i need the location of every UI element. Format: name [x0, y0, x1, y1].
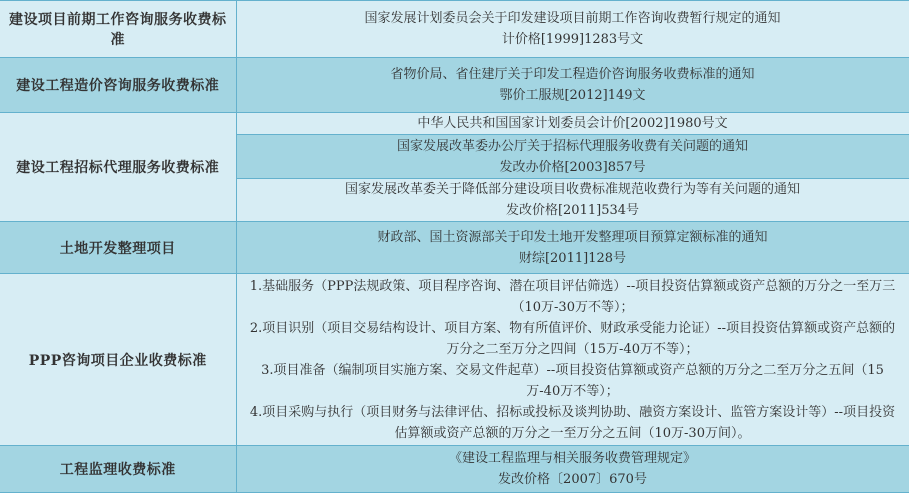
document-cell	[236, 222, 909, 274]
document-number: 财综[2011]128号	[518, 250, 627, 266]
ppp-item-4: 4.项目采购与执行（项目财务与法律评估、招标或投标及谈判协助、融资方案设计、监管方案设计等）--项目投资估算额或资产总额的万分之一至万分之五间（10万-30万间）。	[249, 404, 896, 441]
document-cell	[236, 274, 909, 446]
table-row	[0, 446, 909, 493]
document-cell	[236, 113, 909, 135]
document-number: 鄂价工服规[2012]149文	[499, 88, 646, 103]
document-number: 发改价格[2011]534号	[505, 203, 640, 218]
document-number: 发改价格〔2007〕670号	[498, 472, 647, 487]
document-cell	[236, 58, 909, 113]
document-title: 《建设工程监理与相关服务收费管理规定》	[448, 451, 696, 466]
document-title: 国家发展改革委关于降低部分建设项目收费标准规范收费行为等有关问题的通知	[344, 182, 800, 197]
ppp-item-3: 3.项目准备（编制项目实施方案、交易文件起草）--项目投资估算额或资产总额的万分之二至万分之五间（15万-40万不等）；	[261, 362, 884, 399]
category-cell-land-development: 土地开发整理项目	[0, 222, 236, 274]
category-cell-bidding-agency: 建设工程招标代理服务收费标准	[0, 113, 236, 222]
category-cell-ppp-consulting: PPP咨询项目企业收费标准	[0, 274, 236, 446]
document-cell	[236, 179, 909, 222]
document-title: 国家发展改革委办公厅关于招标代理服务收费有关问题的通知	[396, 138, 748, 154]
ppp-item-2: 2.项目识别（项目交易结构设计、项目方案、物有所值评价、财政承受能力论证）--项目投资估算额或资产总额的万分之二至万分之四间（15万-40万不等）；	[249, 320, 896, 357]
document-title: 省物价局、省住建厅关于印发工程造价咨询服务收费标准的通知	[390, 67, 755, 82]
category-cell-prophase-consulting: 建设项目前期工作咨询服务收费标准	[0, 1, 236, 58]
category-cell-cost-consulting: 建设工程造价咨询服务收费标准	[0, 58, 236, 113]
document-title: 财政部、国土资源部关于印发土地开发整理项目预算定额标准的通知	[377, 229, 768, 245]
document-cell	[236, 1, 909, 58]
table-row	[0, 274, 909, 446]
table-row	[0, 222, 909, 274]
table-row	[0, 58, 909, 113]
document-cell	[236, 135, 909, 179]
table-row	[0, 1, 909, 58]
document-number: 发改办价格[2003]857号	[499, 159, 646, 175]
ppp-item-1: 1.基础服务（PPP法规政策、项目程序咨询、潜在项目评估筛选）--项目投资估算额或资产总额的万分之一至万三（10万-30万不等）；	[249, 278, 896, 315]
document-title: 国家发展计划委员会关于印发建设项目前期工作咨询收费暂行规定的通知	[364, 11, 781, 26]
category-cell-supervision: 工程监理收费标准	[0, 446, 236, 493]
document-cell	[236, 446, 909, 493]
document-number: 计价格[1999]1283号文	[501, 32, 644, 47]
table-row	[0, 113, 909, 135]
document-number: 中华人民共和国国家计划委员会计价[2002]1980号文	[417, 116, 728, 131]
